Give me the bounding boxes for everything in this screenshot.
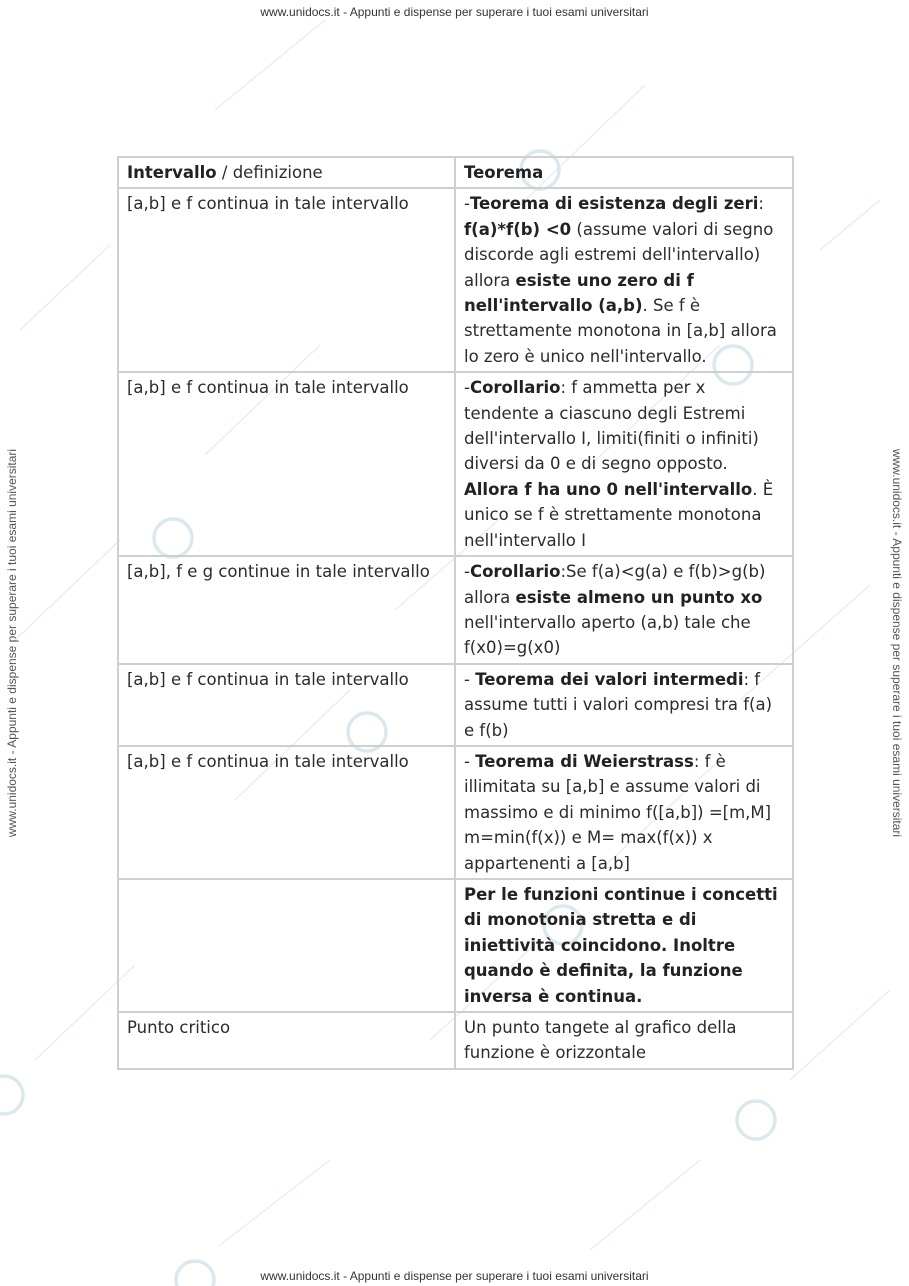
- theorem-text: -: [464, 194, 470, 214]
- table-header-row: [118, 157, 793, 188]
- theorem-cell: [455, 556, 793, 664]
- theorem-text: -: [464, 378, 470, 398]
- theorem-cell: [455, 372, 793, 556]
- theorem-text-bold: Corollario: [469, 378, 561, 398]
- condition-text: [a,b], f e g continue in tale intervallo: [127, 562, 430, 582]
- theorem-text: . È unico se f è strettamente monotona nell'intervallo I: [464, 479, 774, 550]
- theorem-text-bold: f(a)*f(b) <0: [464, 219, 572, 239]
- watermark-bottom: www.unidocs.it - Appunti e dispense per superare i tuoi esami universitari: [260, 1269, 649, 1283]
- condition-text: [a,b] e f continua in tale intervallo: [127, 669, 409, 689]
- condition-cell: [118, 372, 455, 556]
- watermark-top: www.unidocs.it - Appunti e dispense per superare i tuoi esami universitari: [260, 5, 649, 19]
- watermark-right: www.unidocs.it - Appunti e dispense per superare i tuoi esami universitari: [890, 448, 904, 838]
- condition-text: [a,b] e f continua in tale intervallo: [127, 194, 409, 214]
- table-row: [118, 188, 793, 372]
- condition-cell: [118, 664, 455, 746]
- theorem-text: : f assume tutti i valori compresi tra f(a) e f(b): [464, 669, 773, 740]
- theorem-text: -: [464, 751, 476, 771]
- theorem-text-bold: esiste uno zero di f nell'intervallo (a,b): [464, 270, 694, 316]
- table-row: [118, 556, 793, 664]
- theorem-cell: [455, 879, 793, 1012]
- theorem-text: (assume valori di segno discorde agli estremi dell'intervallo) allora: [464, 219, 774, 290]
- theorem-text: -: [464, 562, 470, 582]
- theorems-table: [117, 156, 794, 1070]
- condition-text: [a,b] e f continua in tale intervallo: [127, 751, 409, 771]
- header-teorema: Teorema: [464, 163, 544, 182]
- header-cell-teorema: [455, 157, 793, 188]
- condition-cell: [118, 746, 455, 879]
- condition-cell: [118, 1012, 455, 1069]
- condition-text: [a,b] e f continua in tale intervallo: [127, 378, 409, 398]
- theorem-text: : f è illimitata su [a,b] e assume valori di massimo e di minimo f([a,b]) =[m,M] m=min(f(x)) e M= max(f(x)) x appartenenti a [a,b]: [464, 751, 772, 873]
- theorem-text-bold: Per le funzioni continue i concetti di monotonia stretta e di iniettività coincidono. Inoltre quando è definita, la funzione inversa è continua.: [464, 884, 778, 1006]
- table-row: [118, 879, 793, 1012]
- theorem-text-bold: Teorema di Weierstrass: [475, 751, 694, 771]
- table-row: [118, 372, 793, 556]
- header-cell-intervallo: [118, 157, 455, 188]
- table-row: [118, 1012, 793, 1069]
- theorem-text: -: [464, 669, 476, 689]
- theorem-text-bold: esiste almeno un punto xo: [515, 587, 763, 607]
- watermark-left: www.unidocs.it - Appunti e dispense per superare i tuoi esami universitari: [5, 448, 19, 838]
- table-row: [118, 664, 793, 746]
- theorem-text: nell'intervallo aperto (a,b) tale che f(x0)=g(x0): [464, 612, 751, 658]
- theorem-text-bold: Teorema di esistenza degli zeri: [469, 194, 759, 214]
- theorem-text: : f ammetta per x tendente a ciascuno degli Estremi dell'intervallo I, limiti(finiti o infiniti) diversi da 0 e di segno opposto.: [464, 378, 759, 474]
- condition-cell: [118, 556, 455, 664]
- header-definizione: / definizione: [216, 163, 323, 182]
- theorem-text-bold: Allora f ha uno 0 nell'intervallo: [464, 479, 753, 499]
- table-row: [118, 746, 793, 879]
- theorem-text-bold: Corollario: [469, 562, 561, 582]
- theorem-text: Un punto tangete al grafico della funzione è orizzontale: [464, 1018, 737, 1063]
- condition-cell: [118, 879, 455, 1012]
- theorem-cell: [455, 746, 793, 879]
- condition-cell: [118, 188, 455, 372]
- theorem-text: :Se f(a)<g(a) e f(b)>g(b) allora: [464, 562, 766, 607]
- theorem-text-bold: Teorema dei valori intermedi: [475, 669, 744, 689]
- header-intervallo: Intervallo: [127, 163, 217, 182]
- theorem-cell: [455, 188, 793, 372]
- condition-text: Punto critico: [127, 1018, 231, 1037]
- theorem-cell: [455, 664, 793, 746]
- theorem-cell: [455, 1012, 793, 1069]
- theorem-text: :: [758, 194, 764, 214]
- theorem-text: . Se f è strettamente monotona in [a,b] allora lo zero è unico nell'intervallo.: [464, 296, 777, 366]
